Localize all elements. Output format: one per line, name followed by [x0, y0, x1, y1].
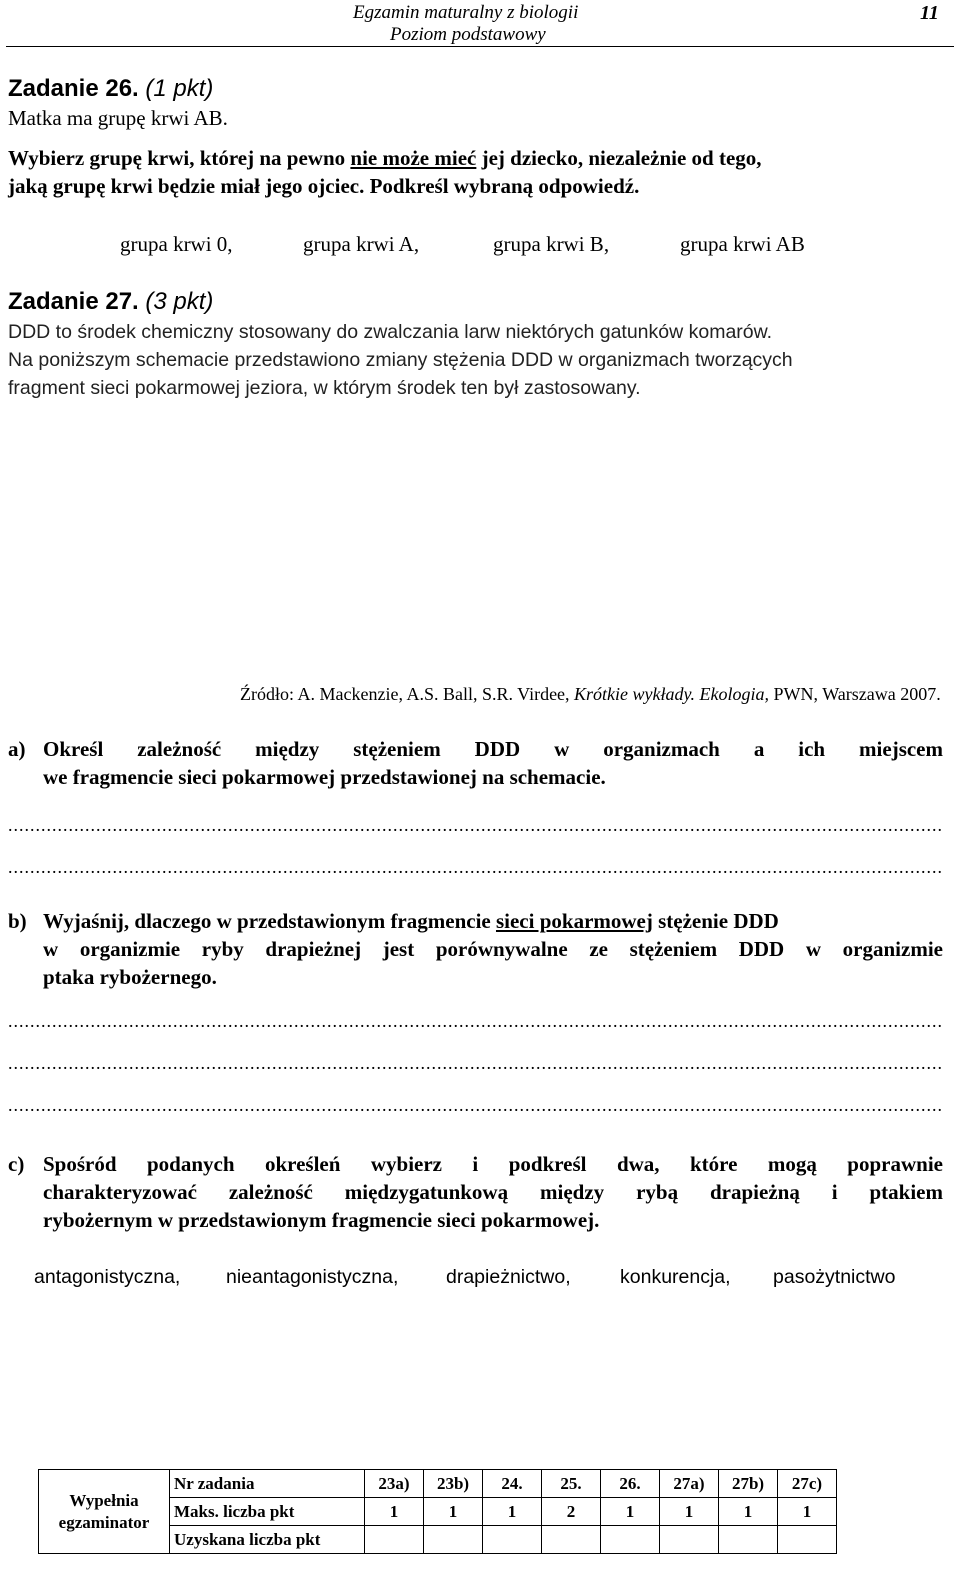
task26-option-0[interactable]: grupa krwi 0, [120, 232, 233, 256]
task27-points: (3 pkt) [145, 288, 214, 315]
part-b-line1-start: Wyjaśnij, dlaczego w przedstawionym fragmencie [43, 909, 496, 933]
task26-question-part1: Wybierz grupę krwi, której na pewno [8, 146, 351, 170]
task26-question-emphasis: nie może mieć [350, 146, 477, 170]
task26-question-line1 [8, 146, 762, 171]
obtained-points-cell[interactable] [660, 1526, 719, 1554]
task26-option-a[interactable]: grupa krwi A, [303, 232, 420, 256]
max-points-cell: 1 [778, 1498, 837, 1526]
max-points-cell: 1 [601, 1498, 660, 1526]
part-c-option-2[interactable]: nieantagonistyczna, [226, 1266, 399, 1288]
task27-intro-line3: fragment sieci pokarmowej jeziora, w którym środek ten był zastosowany. [8, 377, 641, 399]
max-points-cell: 1 [424, 1498, 483, 1526]
row-label-task-number: Nr zadania [170, 1470, 365, 1498]
source-suffix: PWN, Warszawa 2007. [769, 684, 941, 704]
part-c-option-3[interactable]: drapieżnictwo, [446, 1266, 571, 1288]
part-a-line1: Określ zależność między stężeniem DDD w organizmach a ich miejscem [43, 737, 943, 761]
task27-intro-line1: DDD to środek chemiczny stosowany do zwalczania larw niektórych gatunków komarów. [8, 321, 773, 343]
task27-intro-line2: Na poniższym schemacie przedstawiono zmiany stężenia DDD w organizmach tworzących [8, 349, 793, 371]
header-subtitle: Poziom podstawowy [390, 24, 546, 45]
part-c-option-5[interactable]: pasożytnictwo [773, 1266, 896, 1288]
task-number-cell: 27a) [660, 1470, 719, 1498]
answer-line-b2[interactable]: .......................................................................................................................................................................... [8, 1053, 943, 1073]
part-a-line2: we fragmencie sieci pokarmowej przedstawionej na schemacie. [43, 765, 606, 789]
obtained-points-cell[interactable] [365, 1526, 424, 1554]
examiner-label-line1: Wypełnia [69, 1490, 139, 1510]
examiner-label-line2: egzaminator [58, 1512, 150, 1532]
source-title: Krótkie wykłady. Ekologia, [574, 684, 770, 704]
part-b-line1-underlined: sieci pokarmowej [495, 909, 653, 933]
task26-option-b[interactable]: grupa krwi B, [493, 232, 610, 256]
task26-option-ab[interactable]: grupa krwi AB [680, 232, 805, 256]
task-number-cell: 23a) [365, 1470, 424, 1498]
answer-line-b3[interactable]: .......................................................................................................................................................................... [8, 1095, 943, 1115]
answer-line-b1[interactable]: .......................................................................................................................................................................... [8, 1011, 943, 1031]
task27-heading [8, 288, 213, 316]
part-c-label: c) [8, 1152, 25, 1176]
task27-title: Zadanie 27. [8, 288, 139, 315]
max-points-cell: 2 [542, 1498, 601, 1526]
obtained-points-cell[interactable] [483, 1526, 542, 1554]
row-label-obtained-points: Uzyskana liczba pkt [170, 1526, 365, 1554]
obtained-points-cell[interactable] [542, 1526, 601, 1554]
page-number: 11 [920, 2, 939, 24]
obtained-points-cell[interactable] [778, 1526, 837, 1554]
part-b-line2: w organizmie ryby drapieżnej jest porównywalne ze stężeniem DDD w organizmie [43, 937, 943, 961]
max-points-cell: 1 [660, 1498, 719, 1526]
part-c-line3: rybożernym w przedstawionym fragmencie sieci pokarmowej. [43, 1208, 600, 1232]
task-number-cell: 24. [483, 1470, 542, 1498]
task26-title: Zadanie 26. [8, 75, 139, 102]
task26-question-part2: jej dziecko, niezależnie od tego, [476, 146, 762, 170]
task-number-cell: 25. [542, 1470, 601, 1498]
part-c-option-1[interactable]: antagonistyczna, [34, 1266, 181, 1288]
task26-intro: Matka ma grupę krwi AB. [8, 106, 228, 130]
part-b-label: b) [8, 909, 27, 933]
task-number-cell: 23b) [424, 1470, 483, 1498]
max-points-cell: 1 [483, 1498, 542, 1526]
header-rule [6, 46, 954, 47]
task-number-cell: 27c) [778, 1470, 837, 1498]
part-b-line1 [43, 909, 779, 934]
part-c-option-4[interactable]: konkurencja, [620, 1266, 731, 1288]
header-title: Egzamin maturalny z biologii [353, 2, 579, 23]
score-table [38, 1469, 837, 1554]
part-b-line1-end: stężenie DDD [652, 909, 779, 933]
score-row-task-numbers [39, 1470, 837, 1498]
examiner-label [39, 1470, 170, 1554]
row-label-max-points: Maks. liczba pkt [170, 1498, 365, 1526]
obtained-points-cell[interactable] [719, 1526, 778, 1554]
answer-line-a2[interactable]: .......................................................................................................................................................................... [8, 857, 943, 877]
max-points-cell: 1 [365, 1498, 424, 1526]
max-points-cell: 1 [719, 1498, 778, 1526]
task27-source [240, 684, 941, 705]
source-prefix: Źródło: A. Mackenzie, A.S. Ball, S.R. Virdee, [240, 684, 575, 704]
task-number-cell: 27b) [719, 1470, 778, 1498]
part-a-label: a) [8, 737, 26, 761]
task-number-cell: 26. [601, 1470, 660, 1498]
task26-heading [8, 75, 213, 103]
task26-question-line2: jaką grupę krwi będzie miał jego ojciec. Podkreśl wybraną odpowiedź. [8, 174, 640, 198]
answer-line-a1[interactable]: .......................................................................................................................................................................... [8, 815, 943, 835]
task26-points: (1 pkt) [145, 75, 214, 102]
part-c-line1: Spośród podanych określeń wybierz i podkreśl dwa, które mogą poprawnie [43, 1152, 943, 1176]
part-b-line3: ptaka rybożernego. [43, 965, 217, 989]
obtained-points-cell[interactable] [601, 1526, 660, 1554]
part-c-line2: charakteryzować zależność międzygatunkową między rybą drapieżną i ptakiem [43, 1180, 943, 1204]
obtained-points-cell[interactable] [424, 1526, 483, 1554]
